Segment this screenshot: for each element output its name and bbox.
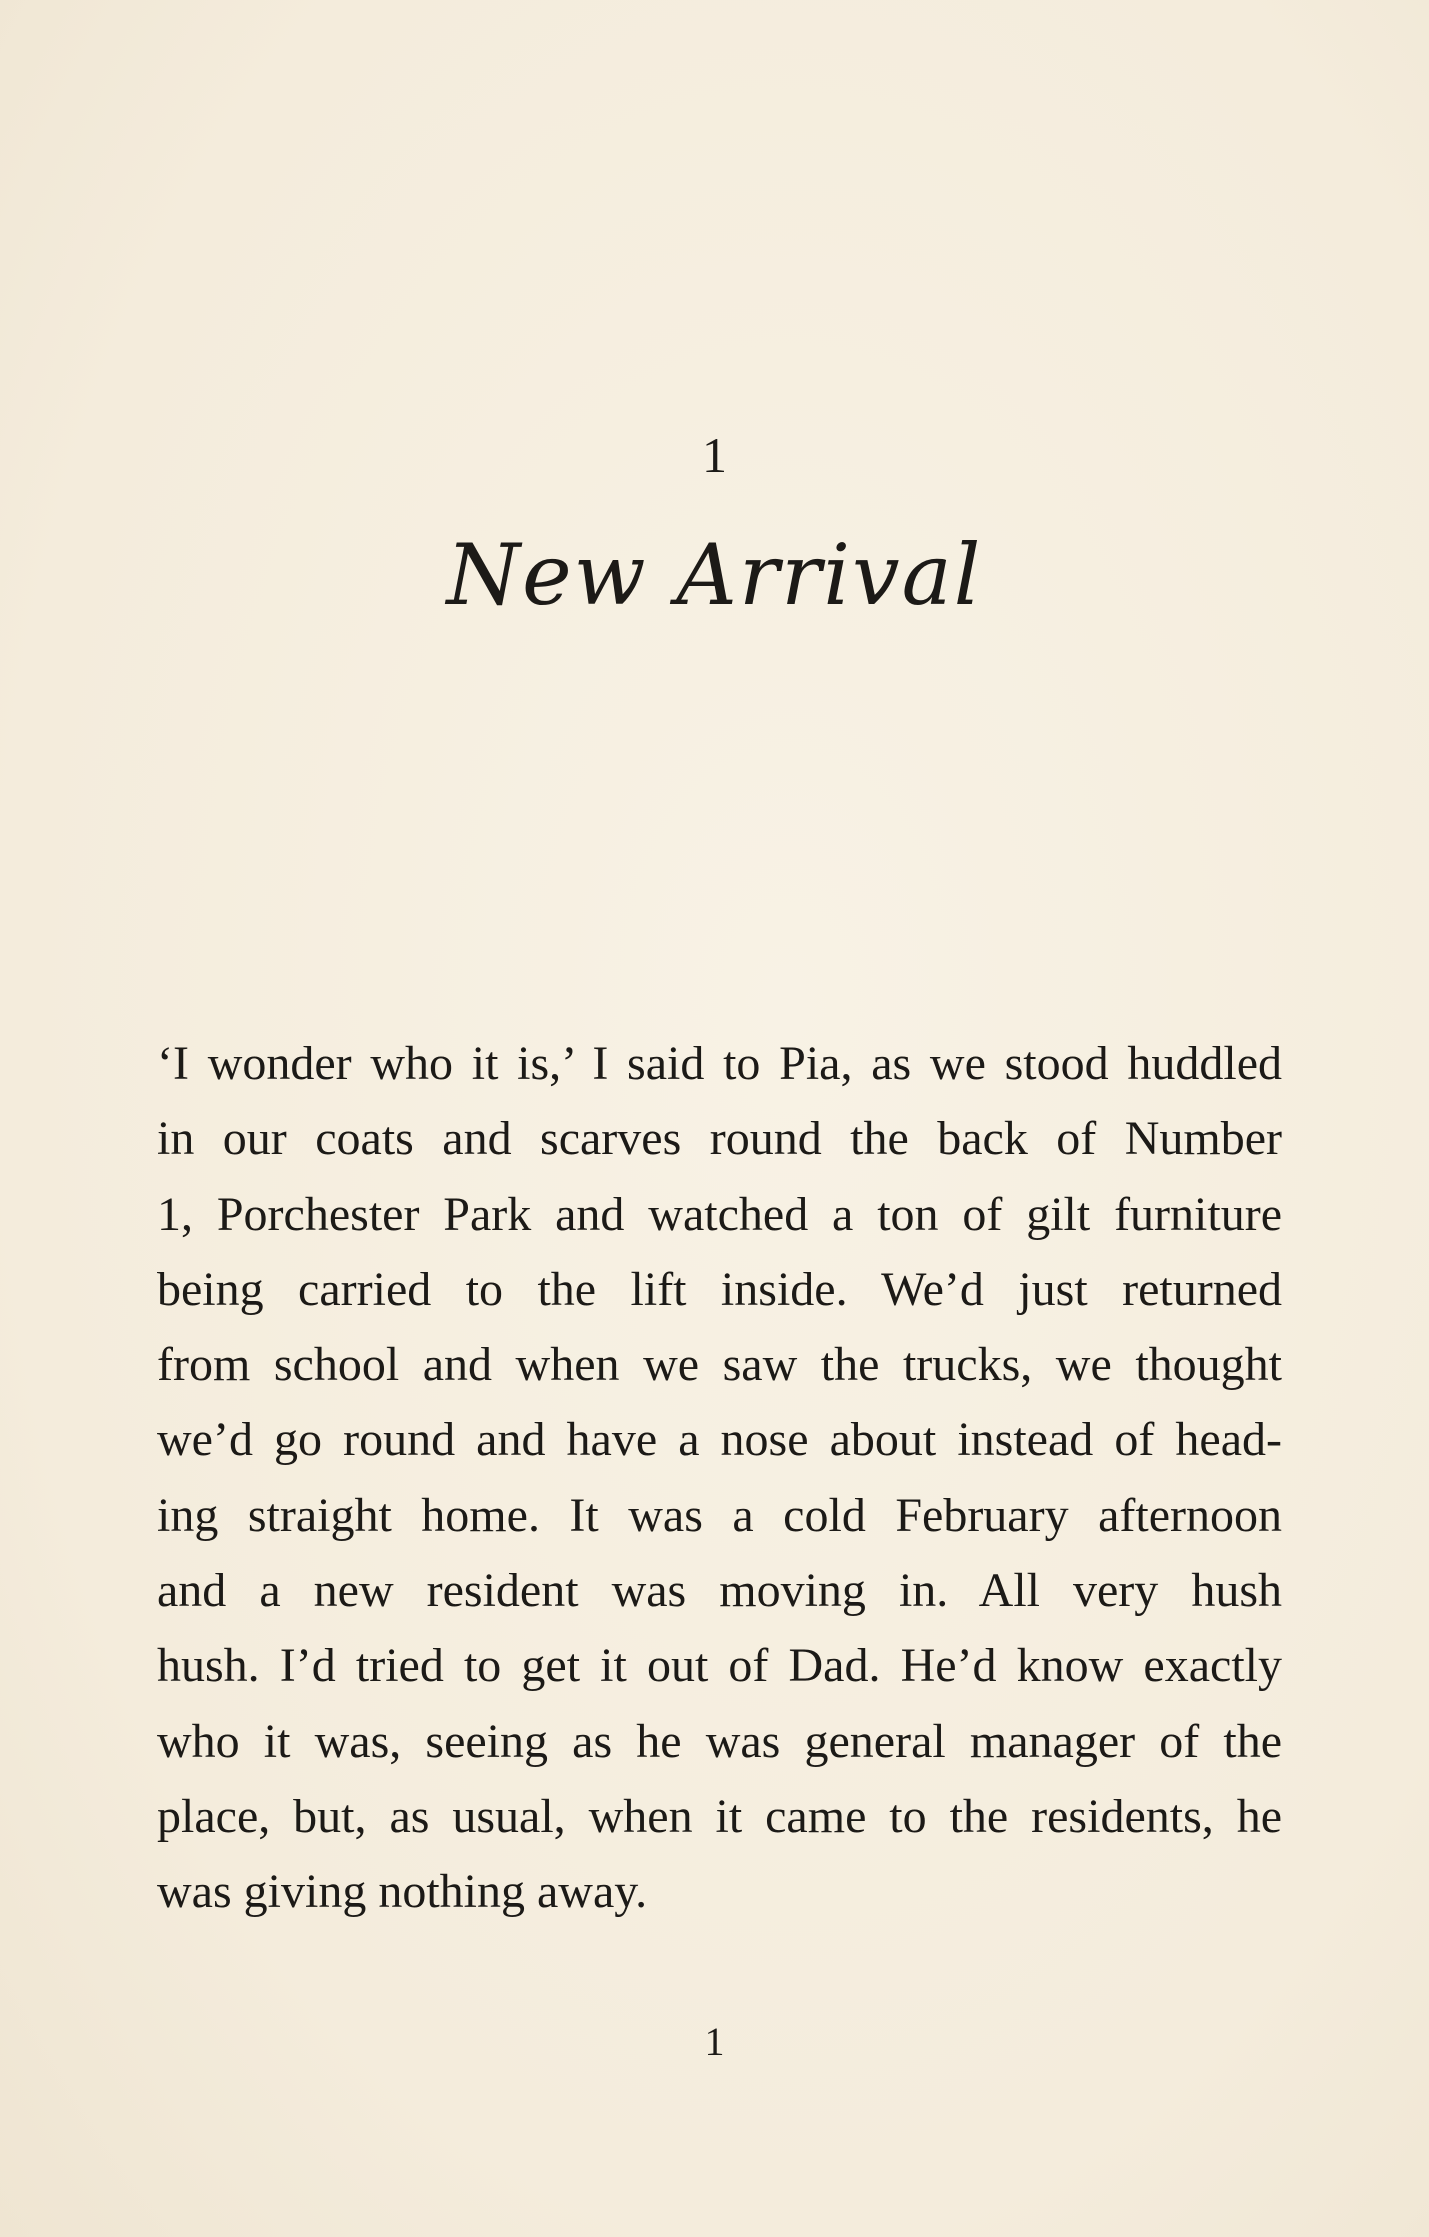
text-line: we’d go round and have a nose about instead of head- [157,1413,1282,1467]
text-line: who it was, seeing as he was general manager of the [157,1714,1282,1768]
text-line: 1, Porchester Park and watched a ton of gilt furniture [157,1187,1282,1241]
chapter-number: 1 [702,427,727,483]
body-text [157,1026,1282,1930]
page-number: 1 [704,2019,725,2064]
text-line: hush. I’d tried to get it out of Dad. He’d know exactly [157,1639,1282,1693]
text-line: from school and when we saw the trucks, we thought [157,1338,1282,1392]
text-line: was giving nothing away. [157,1865,648,1919]
text-line: being carried to the lift inside. We’d just returned [157,1262,1282,1316]
text-line: in our coats and scarves round the back of Number [157,1112,1282,1166]
text-line: ing straight home. It was a cold February afternoon [157,1488,1282,1542]
chapter-title: New Arrival [446,526,983,624]
text-line: ‘I wonder who it is,’ I said to Pia, as we stood huddled [157,1037,1282,1090]
text-line: place, but, as usual, when it came to the residents, he [157,1789,1282,1843]
text-line: and a new resident was moving in. All very hush [157,1564,1282,1618]
